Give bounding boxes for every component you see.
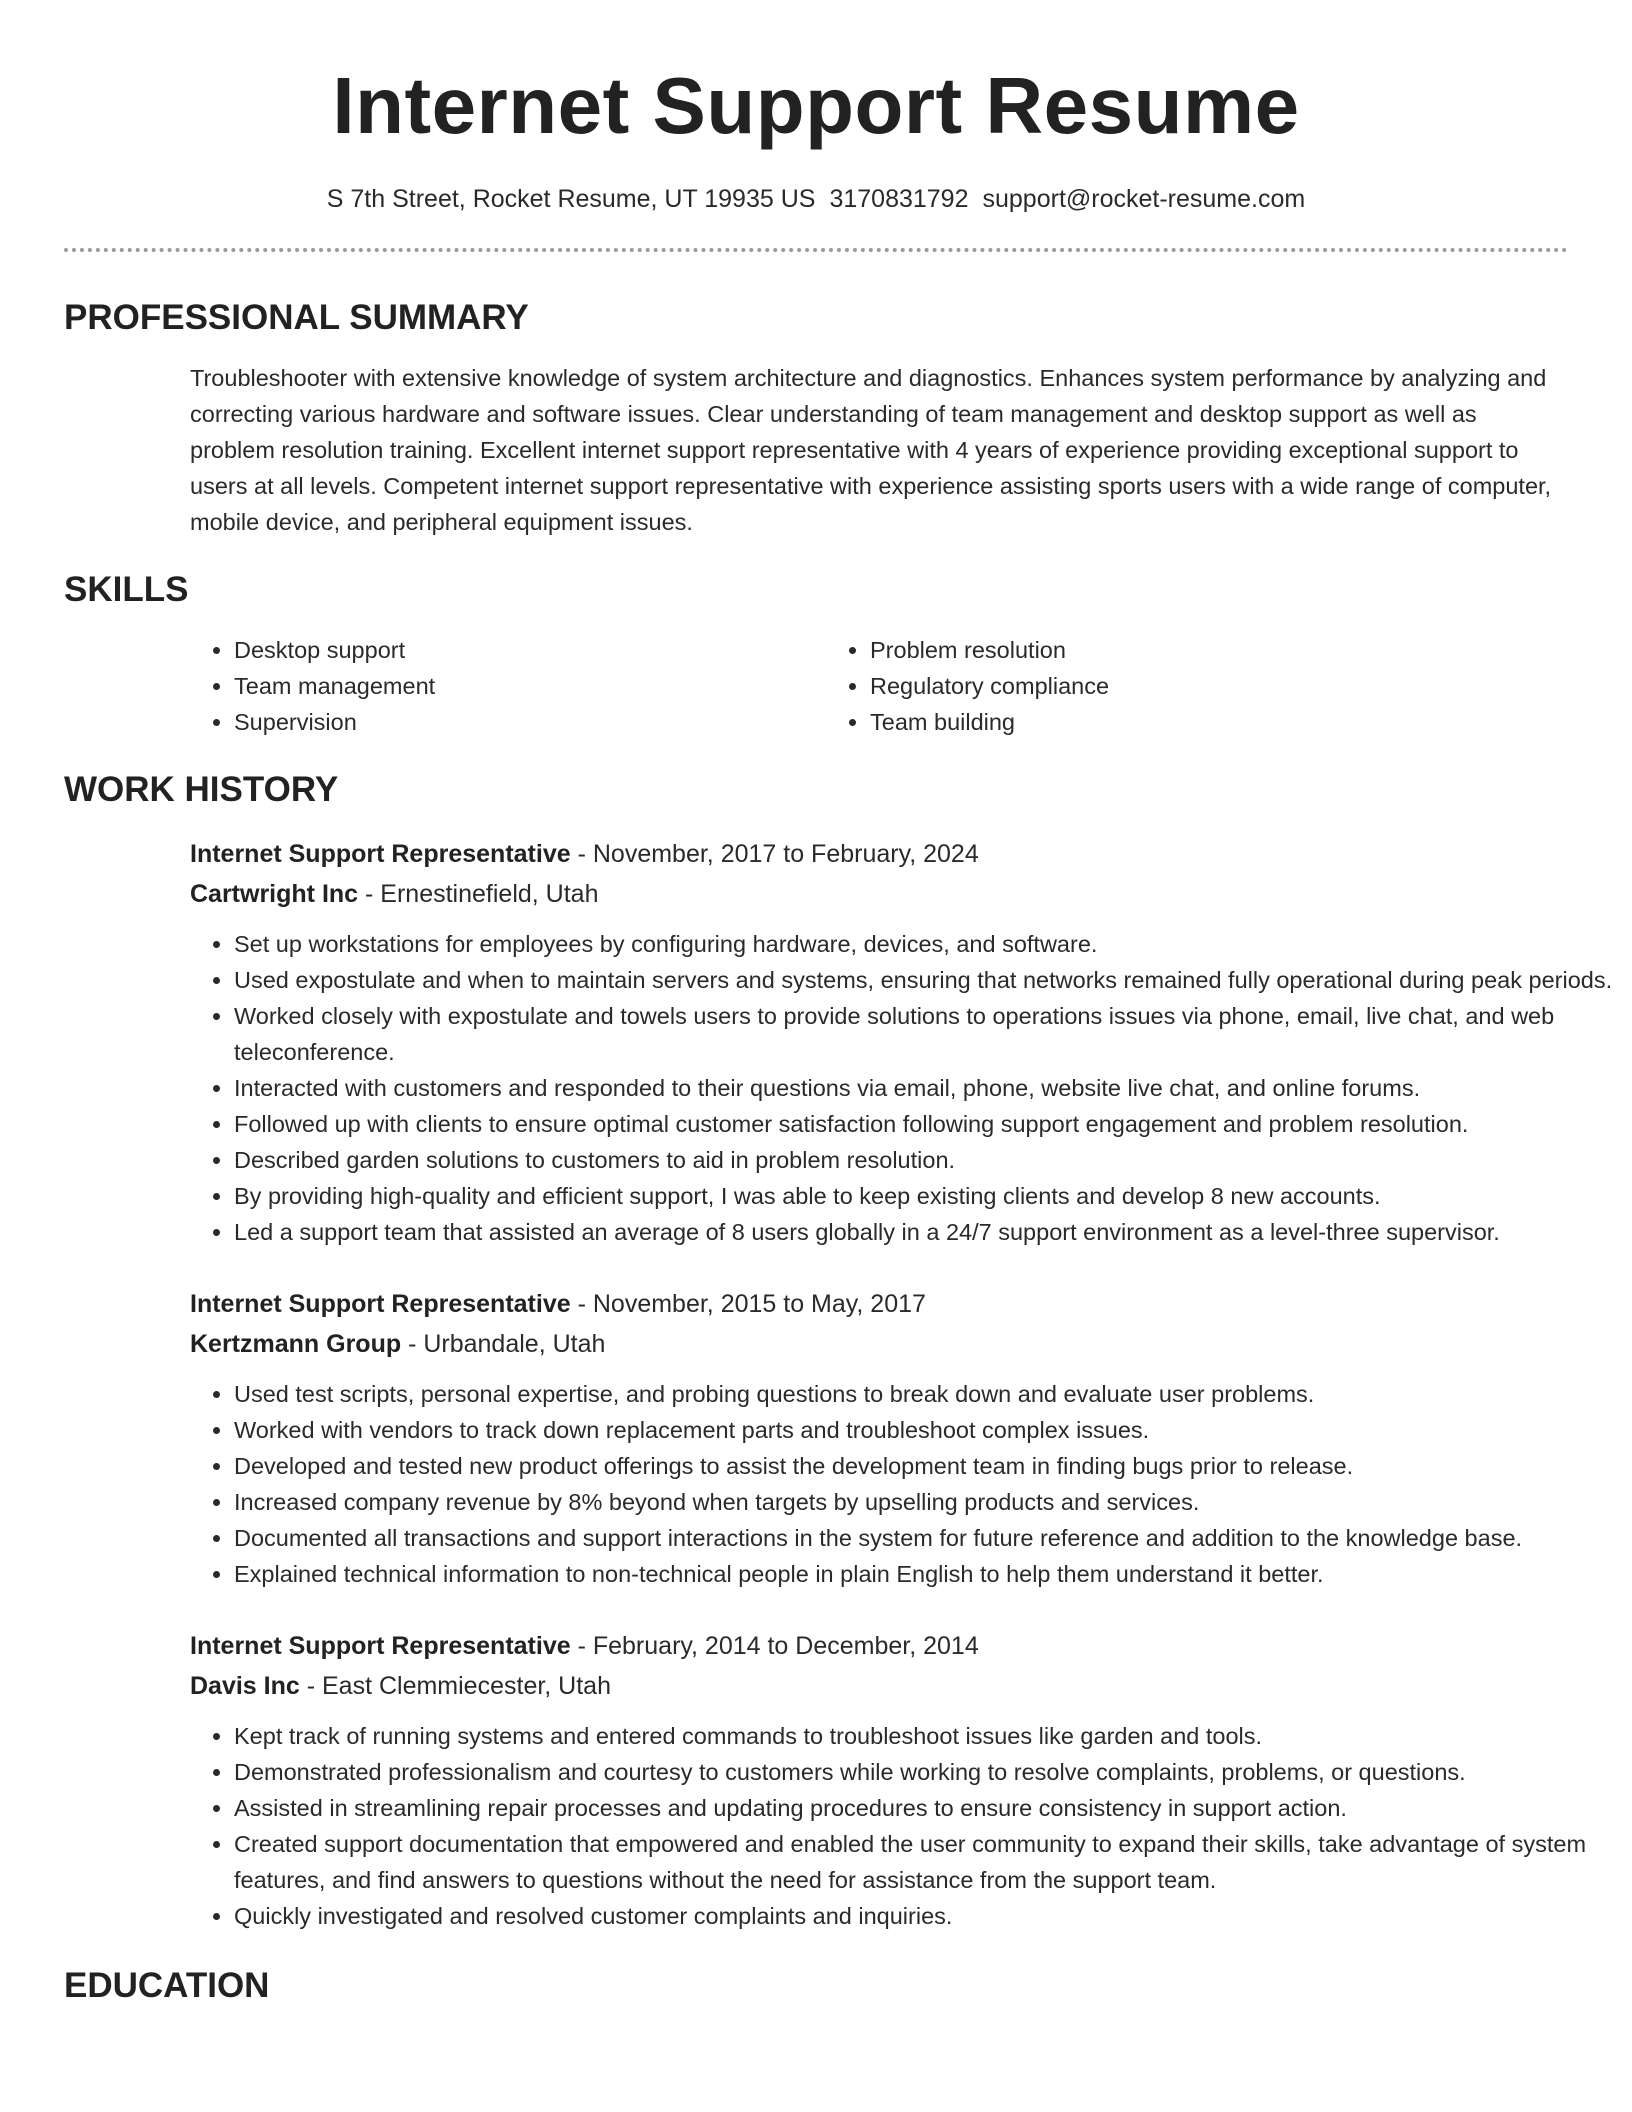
job-duties [190,926,1630,1250]
job-company-line [190,1324,1568,1364]
skill-item: • Team management [234,668,826,704]
duty-item: • Assisted in streamlining repair processes and updating procedures to ensure consistency in support action. [234,1790,1630,1826]
skills-column-right [826,632,1462,740]
duty-item: • Developed and tested new product offerings to assist the development team in finding bugs prior to release. [234,1448,1630,1484]
skills-column-left [190,632,826,740]
job-dates: - November, 2015 to May, 2017 [570,1290,926,1318]
skill-item: • Supervision [234,704,826,740]
job-company: Davis Inc [190,1672,300,1700]
job-title-line [190,1284,1568,1324]
skills-list [190,632,1568,740]
job-duties [190,1376,1630,1592]
duty-item: • Used expostulate and when to maintain servers and systems, ensuring that networks remained fully operational during peak periods. [234,962,1630,998]
duty-item: • Worked closely with expostulate and towels users to provide solutions to operations issues via phone, email, live chat, and web teleconference. [234,998,1630,1070]
job-duties [190,1718,1630,1934]
skill-item: • Team building [870,704,1462,740]
education-heading: EDUCATION [64,1966,270,2005]
job-entry [190,834,1613,1250]
duty-item: • Followed up with clients to ensure optimal customer satisfaction following support engagement and problem resolution. [234,1106,1630,1142]
job-title: Internet Support Representative [190,1632,571,1660]
duty-item: • Created support documentation that empowered and enabled the user community to expand their skills, take advantage of system features, and find answers to questions without the need for assistance from the support team. [234,1826,1630,1898]
duty-item: • Kept track of running systems and entered commands to troubleshoot issues like garden and tools. [234,1718,1630,1754]
duty-item: • Documented all transactions and support interactions in the system for future reference and addition to the knowledge base. [234,1520,1630,1556]
duty-item: • Increased company revenue by 8% beyond when targets by upselling products and services. [234,1484,1630,1520]
job-entry [190,1626,1587,1934]
header-divider [64,248,1568,252]
duty-item: • Worked with vendors to track down replacement parts and troubleshoot complex issues. [234,1412,1630,1448]
job-location: - East Clemmiecester, Utah [299,1672,611,1700]
duty-item: • Demonstrated professionalism and courtesy to customers while working to resolve complaints, problems, or questions. [234,1754,1630,1790]
job-title-line [190,1626,1568,1666]
skill-item: • Regulatory compliance [870,668,1462,704]
job-company: Cartwright Inc [190,880,359,908]
job-title-line [190,834,1568,874]
duty-item: • Explained technical information to non-technical people in plain English to help them understand it better. [234,1556,1630,1592]
work-history-heading: WORK HISTORY [64,770,339,809]
summary-text: Troubleshooter with extensive knowledge of system architecture and diagnostics. Enhances system performance by analyzing and correcting various hardware and software issues. Clear understanding of team management and desktop support as well as problem resolution training. Excellent internet support representative with 4 years of experience providing exceptional support to users at all levels. Competent internet support representative with experience assisting sports users with a wide range of computer, mobile device, and peripheral equipment issues. [190,365,1552,535]
job-location: - Ernestinefield, Utah [358,880,599,908]
duty-item: • Used test scripts, personal expertise, and probing questions to break down and evaluate user problems. [234,1376,1630,1412]
duty-item: • By providing high-quality and efficient support, I was able to keep existing clients and develop 8 new accounts. [234,1178,1630,1214]
skill-item: • Desktop support [234,632,826,668]
job-company: Kertzmann Group [190,1330,402,1358]
contact-email: support@rocket-resume.com [982,185,1306,213]
duty-item: • Quickly investigated and resolved customer complaints and inquiries. [234,1898,1630,1934]
contact-address: S 7th Street, Rocket Resume, UT 19935 US [326,185,816,213]
contact-line [64,182,1568,216]
job-entry [190,1284,1568,1592]
contact-phone: 3170831792 [829,185,969,213]
job-dates: - February, 2014 to December, 2014 [570,1632,979,1660]
job-dates: - November, 2017 to February, 2024 [570,840,979,868]
duty-item: • Interacted with customers and responded to their questions via email, phone, website live chat, and online forums. [234,1070,1630,1106]
resume-title: Internet Support Resume [332,61,1300,150]
summary-heading: PROFESSIONAL SUMMARY [64,298,529,337]
job-company-line [190,1666,1568,1706]
duty-item: • Described garden solutions to customers to aid in problem resolution. [234,1142,1630,1178]
job-location: - Urbandale, Utah [401,1330,606,1358]
skill-item: • Problem resolution [870,632,1462,668]
skills-heading: SKILLS [64,570,189,609]
job-title: Internet Support Representative [190,1290,571,1318]
job-title: Internet Support Representative [190,840,571,868]
job-company-line [190,874,1568,914]
duty-item: • Set up workstations for employees by configuring hardware, devices, and software. [234,926,1630,962]
duty-item: • Led a support team that assisted an average of 8 users globally in a 24/7 support environment as a level-three supervisor. [234,1214,1630,1250]
